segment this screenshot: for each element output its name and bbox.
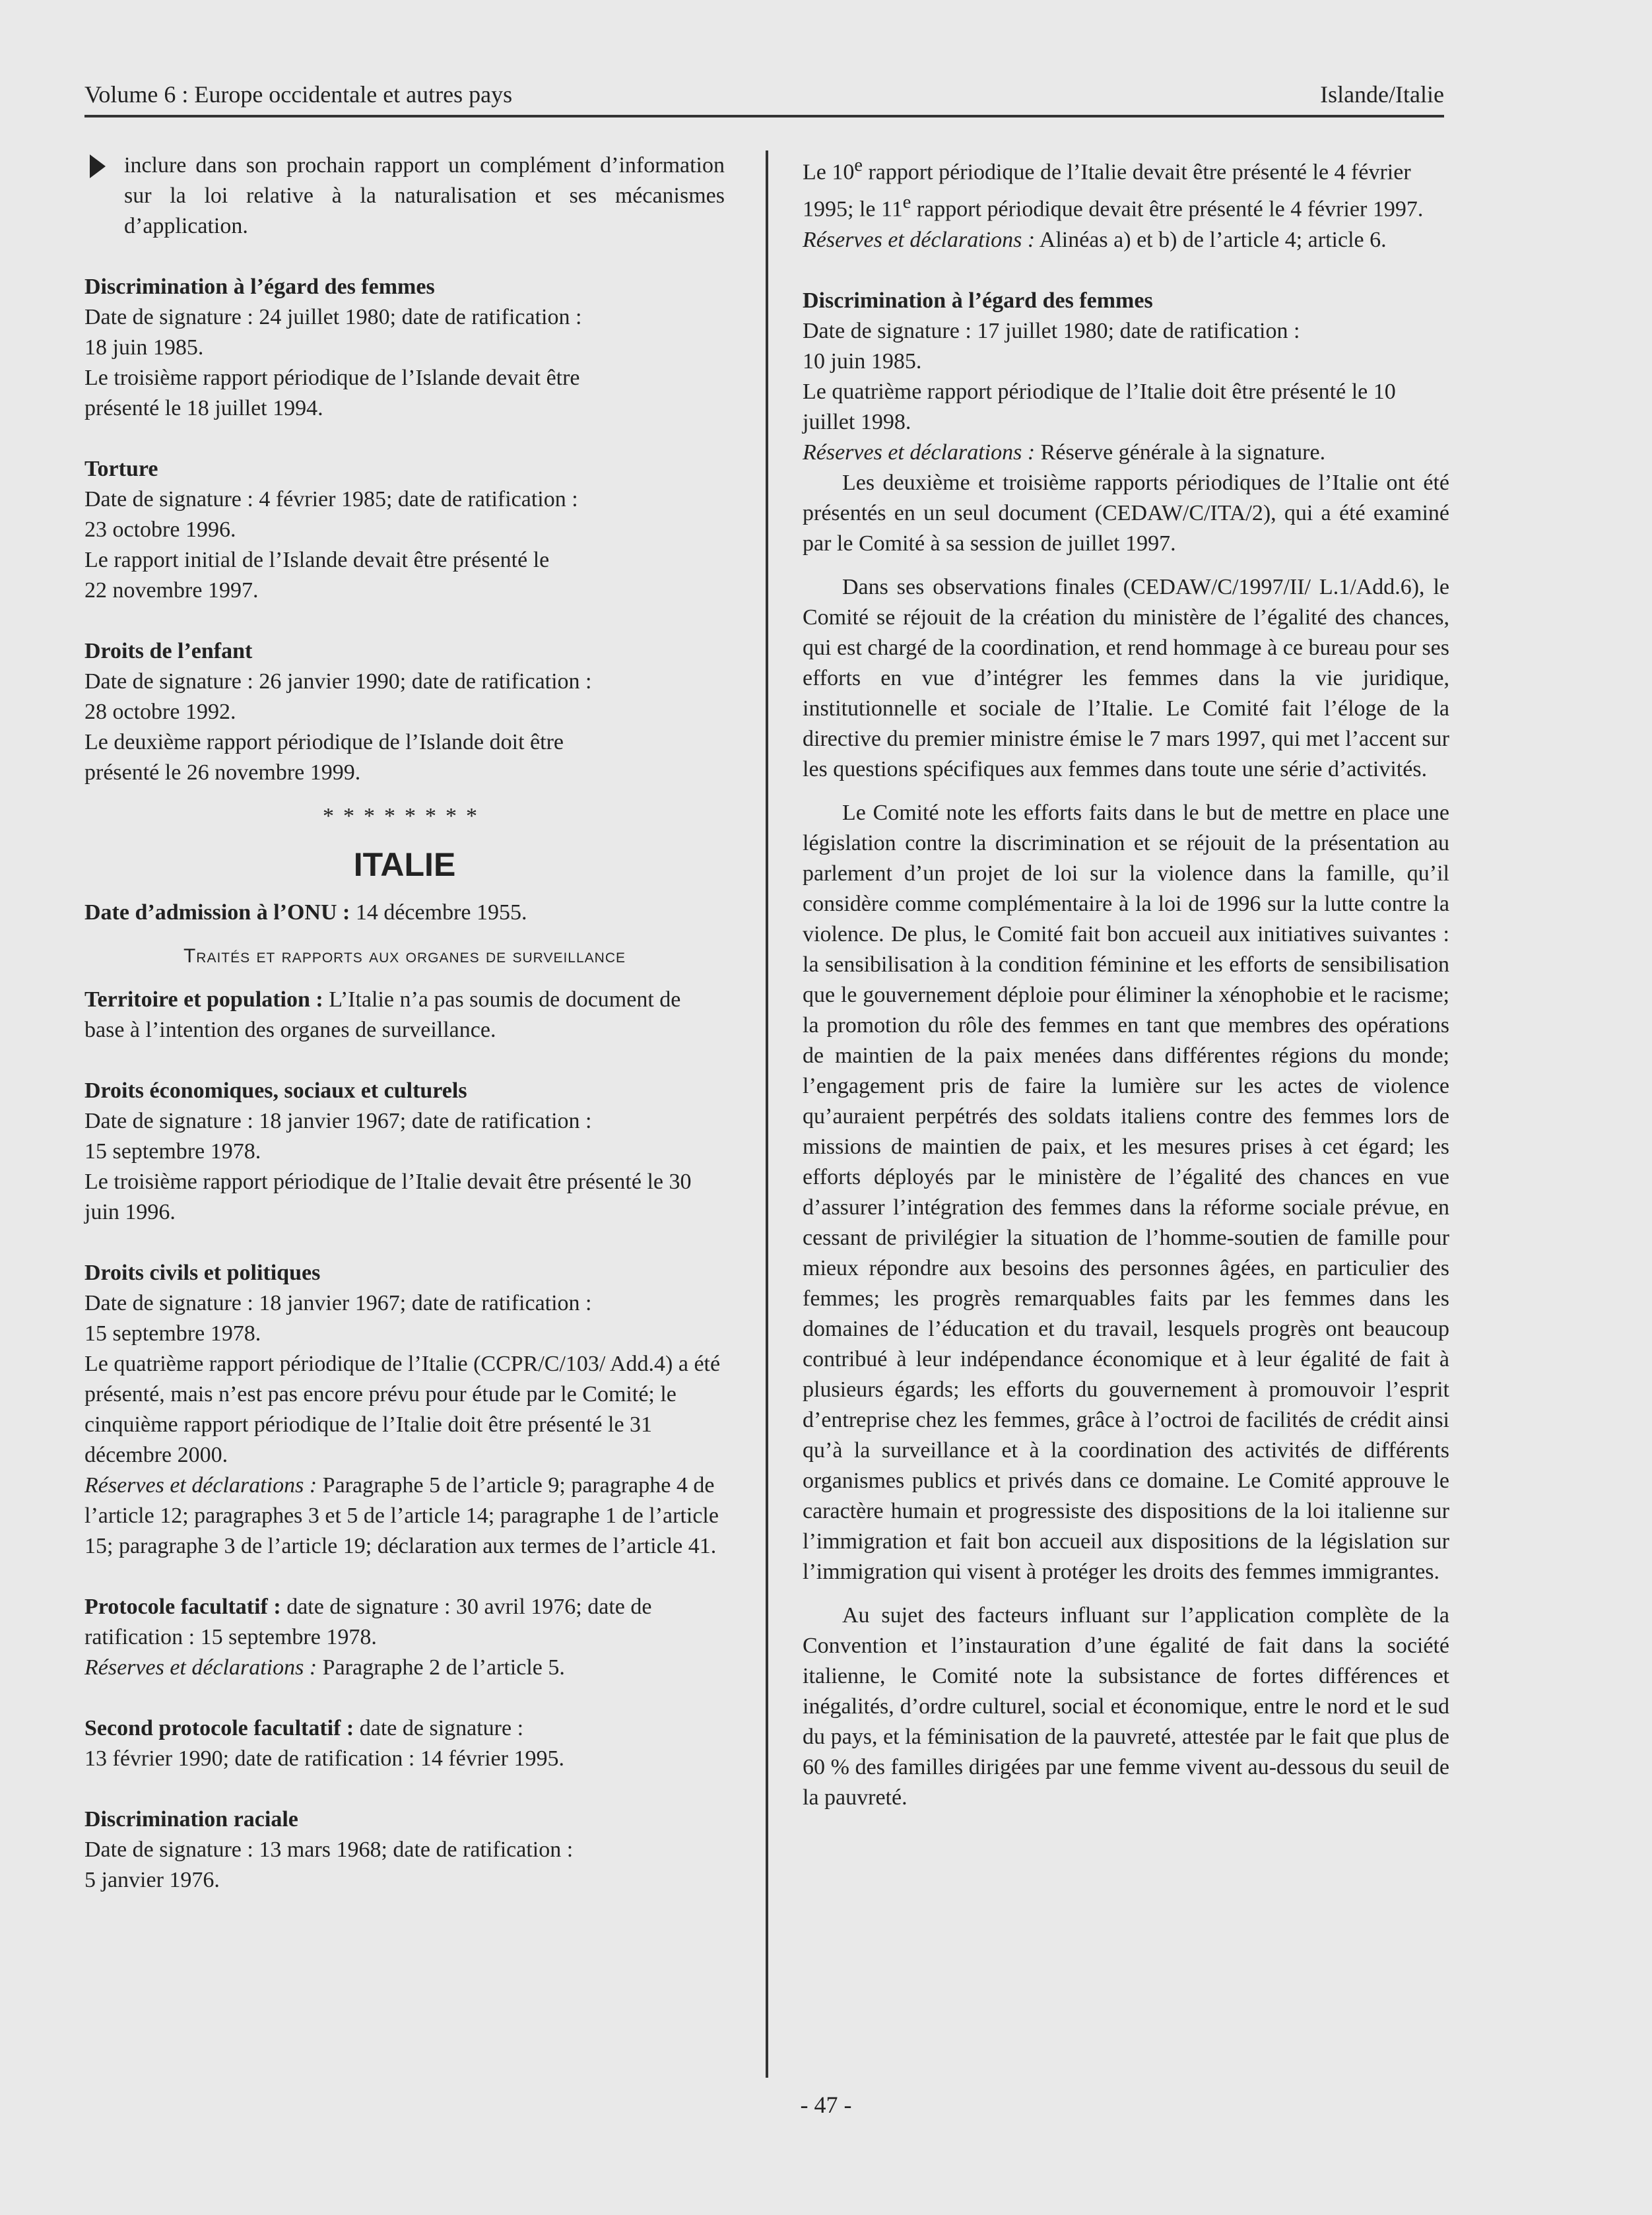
- subheading: Traités et rapports aux organes de surveillance: [183, 945, 626, 967]
- body-paragraph: Le Comité note les efforts faits dans le but de mettre en place une législation contre la discrimination et se réjouit de la présentation au parlement d’un projet de loi sur la violence dans la famille, qu’il considère comme complémentaire à la loi de 1996 sur la lutte contre la violence. De plus, le Comité fait bon accueil aux initiatives suivantes : la sensibilisation à la condition féminine et les efforts de sensibilisation que le gouvernement déploie pour éliminer la xénophobie et le racisme; la promotion du rôle des femmes en tant que membres des opérations de maintien de la paix menées dans différentes régions du monde; l’engagement pris de faire la lumière sur les actes de violence qu’auraient perpétrés des soldats italiens contre des femmes lors de missions de maintien de paix, et les mesures prises à cet égard; les efforts déployés par le ministère de l’égalité des chances en vue d’assurer l’intégration des femmes dans la réforme sociale prévue, en cessant de privilégier la situation de l’homme-soutien de famille pour mieux répondre aux besoins des personnes âgées, en particulier des femmes; les progrès remarquables faits par les femmes dans les domaines de l’éducation et du travail, lesquels progrès ont beaucoup contribué à leur indépendance économique et à leur égalité de fait à plusieurs égards; les efforts du gouvernement à promouvoir l’esprit d’entreprise chez les femmes, grâce à l’octroi de facilités de crédit ainsi qu’à la surveillance et à la coordination des activités de différents organismes publics et privés dans ce domaine. Le Comité approuve le caractère humain et progressiste des dispositions de la loi italienne sur l’immigration et fait bon accueil aux dispositions de la législation sur l’immigration qui visent à protéger les droits des femmes immigrantes.: [803, 800, 1449, 1584]
- section-line: Le quatrième rapport périodique de l’Italie doit être présenté le 10 juillet 1998.: [803, 379, 1396, 434]
- section-title: Discrimination raciale: [84, 1807, 298, 1832]
- body-paragraph: Les deuxième et troisième rapports périodiques de l’Italie ont été présentés en un seul document (CEDAW/C/ITA/2), qui a été examiné par le Comité à sa session de juillet 1997.: [803, 470, 1449, 556]
- section-line: Date de signature : 17 juillet 1980; date de ratification :: [803, 318, 1300, 343]
- section-line: Date de signature : 26 janvier 1990; date de ratification :: [84, 669, 592, 694]
- territory-label: Territoire et population :: [84, 987, 323, 1012]
- admission-label: Date d’admission à l’ONU :: [84, 900, 350, 925]
- second-protocol-paragraph: [84, 1713, 725, 1744]
- section-line: 23 octobre 1996.: [84, 517, 236, 542]
- body-paragraph: Dans ses observations finales (CEDAW/C/1997/II/ L.1/Add.6), le Comité se réjouit de la création du ministère de l’égalité des chances, qui est chargé de la coordination, et rend hommage à ce bureau pour ses efforts en vue d’intégrer les femmes dans la vie juridique, institutionnelle et sociale de l’Italie. Le Comité fait l’éloge de la directive du premier ministre émise le 7 mars 1997, qui met l’accent sur les questions spécifiques aux femmes dans toute une série d’activités.: [803, 574, 1449, 781]
- section-line: 18 juin 1985.: [84, 335, 204, 360]
- reservations-label: Réserves et déclarations :: [803, 227, 1036, 252]
- section-line: 15 septembre 1978.: [84, 1139, 261, 1164]
- section-title: Torture: [84, 457, 158, 481]
- reservations-text: Paragraphe 2 de l’article 5.: [322, 1655, 565, 1680]
- section-line: Le troisième rapport périodique de l’Islande devait être: [84, 366, 580, 390]
- section-line: Date de signature : 18 janvier 1967; date de ratification :: [84, 1291, 592, 1315]
- reservations-label: Réserves et déclarations :: [84, 1655, 317, 1680]
- section-line: Le deuxième rapport périodique de l’Islande doit être: [84, 730, 564, 754]
- reservations-text: Alinéas a) et b) de l’article 4; article 6.: [1039, 227, 1387, 252]
- bullet-item: [84, 150, 725, 242]
- section-line: Le quatrième rapport périodique de l’Italie (CCPR/C/103/ Add.4) a été présenté, mais n’est pas encore prévu pour étude par le Comité; le cinquième rapport périodique de l’Italie doit être présenté le 31 décembre 2000.: [84, 1352, 721, 1467]
- header-volume: Volume 6 : Europe occidentale et autres pays: [84, 81, 513, 108]
- section-line: présenté le 18 juillet 1994.: [84, 396, 323, 420]
- triangle-bullet-icon: [90, 154, 106, 178]
- reservations-label: Réserves et déclarations :: [803, 440, 1036, 465]
- reservations-paragraph: [84, 1471, 725, 1562]
- section-line: Le rapport initial de l’Islande devait être présenté le: [84, 548, 550, 572]
- section-line: Date de signature : 13 mars 1968; date de ratification :: [84, 1837, 574, 1862]
- bullet-text: inclure dans son prochain rapport un complément d’information sur la loi relative à la naturalisation et ses mécanismes d’application.: [124, 153, 725, 238]
- section-line: Le troisième rapport périodique de l’Italie devait être présenté le 30 juin 1996.: [84, 1170, 692, 1224]
- section-line: 28 octobre 1992.: [84, 700, 236, 724]
- section-title: Droits de l’enfant: [84, 639, 253, 663]
- section-title: Discrimination à l’égard des femmes: [84, 275, 435, 299]
- section-line: 22 novembre 1997.: [84, 578, 259, 603]
- reservations-paragraph: [84, 1653, 725, 1683]
- section-line: Date de signature : 4 février 1985; date de ratification :: [84, 487, 578, 512]
- page-number: - 47 -: [800, 2092, 852, 2118]
- reservations-label: Réserves et déclarations :: [84, 1473, 317, 1498]
- section-line: Date de signature : 24 juillet 1980; date de ratification :: [84, 305, 582, 329]
- section-title: Droits civils et politiques: [84, 1261, 321, 1285]
- section-separator: ********: [323, 804, 486, 828]
- report-paragraph: Le 10e rapport périodique de l’Italie devait être présenté le 4 février 1995; le 11e rapport périodique devait être présenté le 4 février 1997.: [803, 155, 1424, 222]
- column-divider: [766, 150, 768, 2078]
- left-column: [84, 150, 725, 1896]
- reservations-text: Paragraphe 5 de l’article 9; paragraphe 4 de l’article 12; paragraphes 3 et 5 de l’article 14; paragraphe 1 de l’article 15; paragraphe 3 de l’article 19; déclaration aux termes de l’article 41.: [84, 1473, 719, 1558]
- section-line: 10 juin 1985.: [803, 348, 922, 374]
- section-line: Date de signature : 18 janvier 1967; date de ratification :: [84, 1109, 592, 1133]
- section-line: présenté le 26 novembre 1999.: [84, 760, 361, 785]
- reservations-paragraph: [803, 438, 1449, 468]
- admission-value: 14 décembre 1955.: [355, 900, 527, 925]
- protocol-label: Protocole facultatif :: [84, 1595, 281, 1619]
- territory-text: L’Italie n’a pas soumis de document de base à l’intention des organes de surveillance.: [84, 987, 681, 1042]
- territory-paragraph: [84, 985, 725, 1045]
- reservations-text: Réserve générale à la signature.: [1040, 440, 1326, 465]
- admission-line: [84, 898, 725, 928]
- section-title: Discrimination à l’égard des femmes: [803, 288, 1153, 313]
- protocol-paragraph: [84, 1592, 725, 1653]
- second-protocol-text: date de signature :: [359, 1716, 524, 1740]
- running-header: [84, 74, 1444, 117]
- body-paragraph: Au sujet des facteurs influant sur l’application complète de la Convention et l’instauration d’une égalité de fait dans la société italienne, le Comité note la subsistance de fortes différences et inégalités, d’ordre culturel, social et économique, entre le nord et le sud du pays, et la féminisation de la pauvreté, attestée par le fait que plus de 60 % des familles dirigées par une femme vivent au-dessous du seuil de la pauvreté.: [803, 1603, 1449, 1810]
- second-protocol-label: Second protocole facultatif :: [84, 1716, 354, 1740]
- section-title: Droits économiques, sociaux et culturels: [84, 1078, 467, 1103]
- header-country: Islande/Italie: [1320, 81, 1444, 108]
- country-title: ITALIE: [353, 846, 456, 883]
- reservations-paragraph: [803, 225, 1449, 255]
- right-column: [803, 150, 1449, 1813]
- section-line: 13 février 1990; date de ratification : 14 février 1995.: [84, 1746, 564, 1771]
- section-line: 5 janvier 1976.: [84, 1868, 220, 1892]
- protocol-text: date de signature : 30 avril 1976; date de ratification : 15 septembre 1978.: [84, 1595, 652, 1649]
- section-line: 15 septembre 1978.: [84, 1321, 261, 1346]
